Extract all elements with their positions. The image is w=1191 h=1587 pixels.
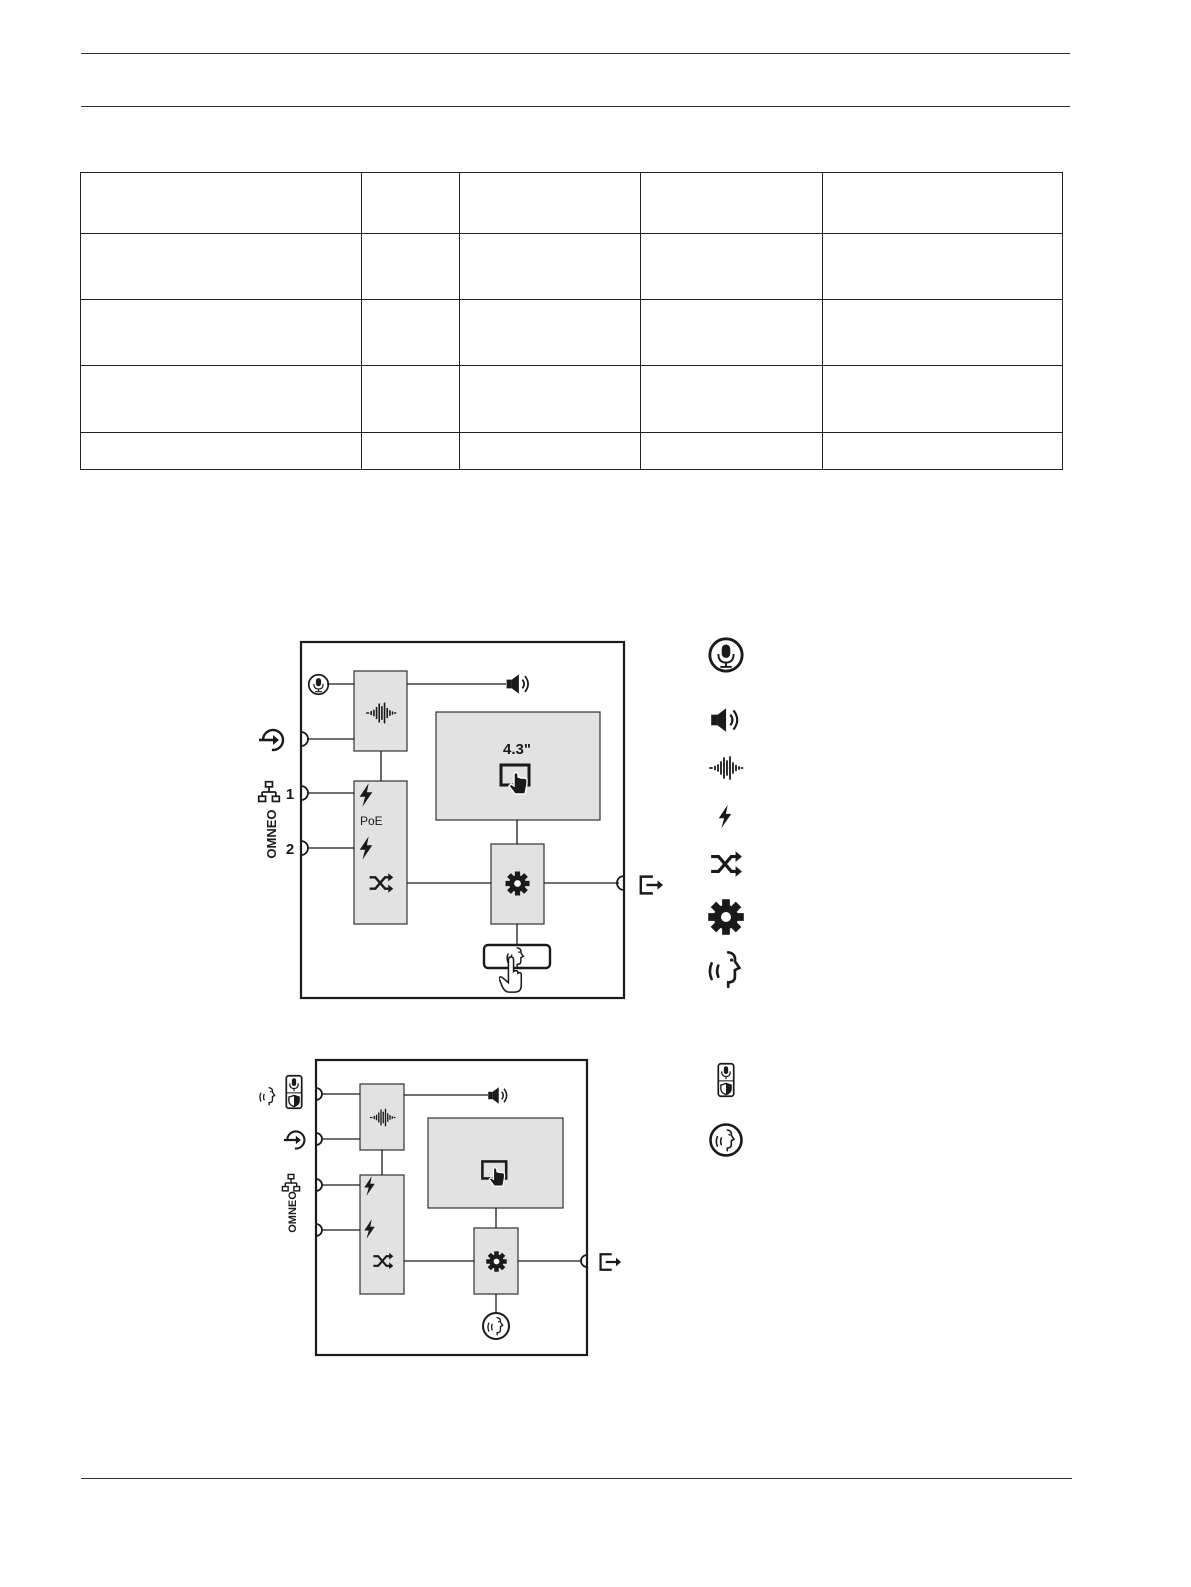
legend-icons [708,639,744,1156]
microphone-priority-icon [718,1064,733,1097]
loudspeaker-icon [488,1087,506,1104]
port-1-label: 1 [285,786,295,803]
loudspeaker-icon [507,674,528,693]
port-2-label: 2 [285,841,295,858]
microphone-in-circle-icon [710,639,742,671]
settings-gear-icon [708,899,744,935]
microphone-priority-icon [286,1076,301,1109]
network-switch-block [360,1175,404,1294]
diagram-top [259,642,663,998]
audio-input-icon [284,1131,305,1148]
network-icon [259,782,280,802]
speak-request-button-icon [711,1125,742,1156]
audio-processing-icon [710,757,743,779]
display-size-label: 4.3" [503,741,531,758]
settings-gear-icon [506,872,530,896]
power-icon [719,805,732,828]
omneo-label: OMNEO [287,1191,299,1233]
speak-request-button [483,1313,509,1339]
display-block [428,1118,563,1208]
audio-output-icon [601,1254,622,1269]
switch-icon [711,851,742,877]
network-icon [282,1174,299,1190]
audio-output-icon [641,877,663,894]
network-switch-block [354,781,407,924]
dsp-block [354,671,407,751]
audio-input-icon [259,730,283,750]
microphone-in-circle-icon [309,675,329,695]
poe-label: PoE [360,814,383,828]
loudspeaker-icon [711,708,737,731]
speak-request-icon [710,952,739,986]
dsp-block [360,1084,404,1150]
diagram-bottom [260,1060,621,1355]
speak-request-icon [260,1088,275,1105]
settings-gear-icon [486,1251,506,1271]
omneo-label: OMNEO [264,809,279,859]
